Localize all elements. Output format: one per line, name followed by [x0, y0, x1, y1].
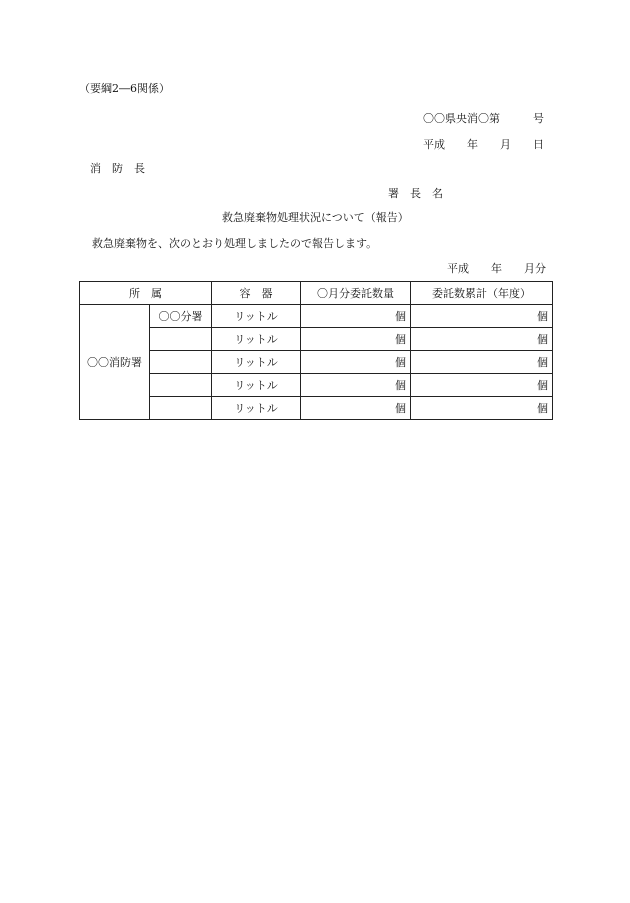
branch-cell [150, 397, 212, 420]
report-period: 平成 年 月分 [447, 262, 546, 275]
cumulative-cell: 個 [411, 374, 553, 397]
report-table [79, 281, 553, 420]
qty-cell: 個 [301, 305, 411, 328]
cumulative-cell: 個 [411, 328, 553, 351]
qty-cell: 個 [301, 328, 411, 351]
container-cell: リットル [212, 397, 301, 420]
branch-cell [150, 351, 212, 374]
table-header-row [80, 282, 553, 305]
branch-cell [150, 374, 212, 397]
addressee: 消 防 長 [90, 162, 145, 175]
document-date: 平成 年 月 日 [423, 138, 544, 151]
container-cell: リットル [212, 374, 301, 397]
header-cumulative: 委託数累計（年度） [411, 282, 553, 305]
body-text: 救急廃棄物を、次のとおり処理しましたので報告します。 [92, 237, 378, 250]
container-cell: リットル [212, 351, 301, 374]
header-affiliation: 所 属 [80, 282, 212, 305]
document-number: 〇〇県央消〇第 号 [423, 112, 544, 125]
table-row [80, 374, 553, 397]
reference-note: （要綱2―6関係） [79, 82, 170, 95]
qty-cell: 個 [301, 397, 411, 420]
qty-cell: 個 [301, 374, 411, 397]
cumulative-cell: 個 [411, 351, 553, 374]
sender-name: 署 長 名 [388, 187, 443, 200]
table-row [80, 305, 553, 328]
container-cell: リットル [212, 328, 301, 351]
document-title: 救急廃棄物処理状況について（報告） [222, 211, 409, 224]
table-row [80, 351, 553, 374]
branch-cell: 〇〇分署 [150, 305, 212, 328]
container-cell: リットル [212, 305, 301, 328]
table-row [80, 397, 553, 420]
branch-cell [150, 328, 212, 351]
station-name: 〇〇消防署 [80, 305, 150, 420]
cumulative-cell: 個 [411, 397, 553, 420]
cumulative-cell: 個 [411, 305, 553, 328]
header-monthly-qty: 〇月分委託数量 [301, 282, 411, 305]
qty-cell: 個 [301, 351, 411, 374]
table-row [80, 328, 553, 351]
header-container: 容 器 [212, 282, 301, 305]
